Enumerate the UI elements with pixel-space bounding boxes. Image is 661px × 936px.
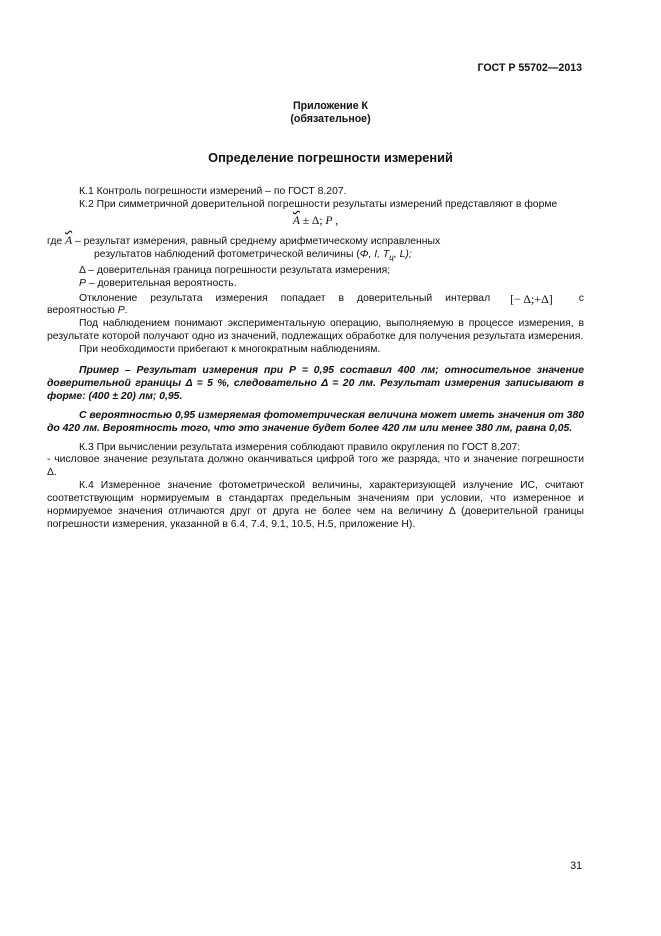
appendix-type: (обязательное)	[290, 113, 371, 125]
deviation-line	[47, 293, 584, 306]
p-definition: Р – доверительная вероятность.	[79, 277, 237, 289]
tilde-a-symbol: A	[292, 214, 300, 227]
paragraph-k4: К.4 Измеренное значение фотометрической величины, характеризующей излучение ИС, считают соответствующим нормируемым в стандартах предельным значениям при условии, что измеренное и нормируемое значения отличаются друг от друга не более чем на величину Δ (доверительной границы погрешности измерения, указанной в 6.4, 7.4, 9.1, 10.5, Н.5, приложение Н).	[47, 480, 584, 531]
appendix-heading	[0, 100, 661, 126]
paragraph-observation: Под наблюдением понимают экспериментальную операцию, выполняемую в процессе измерения, в результате которой получают одно из значений, подлежащих обработке для получения результата измерения.	[47, 318, 584, 343]
example-conclusion: С вероятностью 0,95 измеряемая фотометрическая величина может иметь значения от 380 до 420 лм. Вероятность того, что это значение будет более 420 лм или менее 380 лм, равна 0,05.	[47, 409, 584, 434]
example-paragraph: Пример – Результат измерения при Р = 0,95 составил 400 лм; относительное значение доверительной границы Δ = 5 %, следовательно Δ = 20 лм. Результат измерения записывают в форме: (400 ± 20) лм; 0,95.	[47, 365, 584, 402]
document-standard-number: ГОСТ Р 55702—2013	[477, 62, 582, 74]
formula-p: P	[325, 214, 333, 227]
formula-comma: ,	[332, 214, 339, 227]
result-formula	[47, 215, 584, 231]
appendix-label: Приложение К	[293, 100, 368, 112]
delta-definition: Δ – доверительная граница погрешности результата измерения;	[79, 264, 391, 276]
where-symbol: A	[65, 234, 73, 247]
deviation-text: Отклонение результата измерения попадает в доверительный интервал	[79, 292, 491, 304]
paragraph-k1: К.1 Контроль погрешности измерений – по ГОСТ 8.207.	[79, 186, 347, 197]
page-number: 31	[570, 860, 582, 872]
confidence-interval: [− Δ;+Δ]	[510, 291, 553, 306]
paragraph-multiple: При необходимости прибегают к многократным наблюдениям.	[79, 344, 381, 356]
document-body	[47, 186, 584, 532]
formula-plus-minus: ± Δ;	[299, 214, 326, 227]
section-title: Определение погрешности измерений	[208, 150, 453, 165]
where-continuation: результатов наблюдений фотометрической величины (Φ, I, $T_ц$, L);	[94, 248, 412, 262]
paragraph-k2: К.2 При симметричной доверительной погрешности результаты измерений представляют в форме	[79, 198, 558, 210]
paragraph-k3: К.3 При вычислении результата измерения соблюдают правило округления по ГОСТ 8.207:	[79, 441, 521, 453]
where-definition: – результат измерения, равный среднему арифметическому исправленных	[72, 235, 441, 247]
deviation-continuation: вероятностью Р.	[47, 305, 128, 317]
where-line: где A – результат измерения, равный среднему арифметическому исправленных	[47, 234, 441, 247]
deviation-with: с	[578, 292, 584, 304]
k3-rounding-rule: - числовое значение результата должно оканчиваться цифрой того же разряда, что и значение погрешности Δ.	[47, 454, 584, 479]
